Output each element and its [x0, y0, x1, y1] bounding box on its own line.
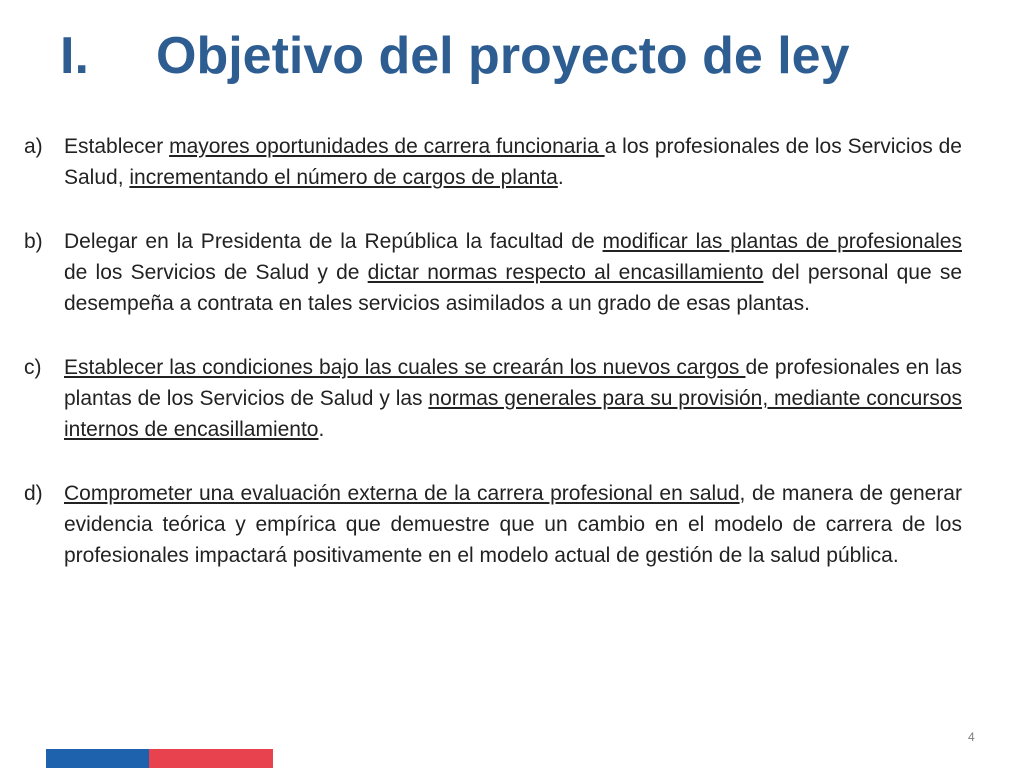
slide-title: [60, 26, 850, 86]
underlined-text: dictar normas respecto al encasillamiento: [367, 261, 764, 284]
text-run: .: [318, 418, 325, 441]
list-item-text: [64, 131, 962, 193]
underlined-text: incrementando el número de cargos de planta: [129, 166, 558, 189]
list-item-b: [24, 226, 962, 319]
text-run: de los Servicios de Salud y de: [64, 261, 368, 284]
text-run: de profesionales en las plantas de los Servicios de Salud y las: [64, 356, 962, 410]
list-marker: d): [24, 482, 43, 505]
text-run: .: [557, 166, 564, 189]
list-item-text: [64, 226, 962, 319]
list-item-d: [24, 478, 962, 571]
underlined-text: normas generales para su provisión, mediante concursos internos de encasillamiento: [64, 387, 963, 441]
footer-bar-blue: [46, 749, 149, 768]
underlined-text: mayores oportunidades de carrera funcionaria: [169, 135, 605, 158]
list-item-a: [24, 131, 962, 193]
list-marker: b): [24, 230, 43, 253]
list-item-text: [64, 352, 962, 445]
list-marker: c): [24, 356, 42, 379]
title-number: I.: [60, 27, 89, 85]
text-run: a los profesionales de los Servicios de Salud,: [64, 135, 962, 189]
list-item-text: [64, 478, 962, 571]
underlined-text: modificar las plantas de profesionales: [602, 230, 962, 253]
list-item-c: [24, 352, 962, 445]
list-marker: a): [24, 135, 43, 158]
text-run: , de manera de generar evidencia teórica y empírica que demuestre que un cambio en el modelo de carrera de los profesionales impactará positivamente en el modelo actual de gestión de la salud pública.: [64, 482, 962, 567]
objectives-list: [24, 131, 962, 604]
underlined-text: Establecer las condiciones bajo las cuales se crearán los nuevos cargos: [64, 356, 746, 379]
page-number: 4: [968, 730, 975, 744]
title-text: Objetivo del proyecto de ley: [156, 27, 850, 85]
text-run: Delegar en la Presidenta de la República la facultad de: [64, 230, 603, 253]
text-run: del personal que se desempeña a contrata en tales servicios asimilados a un grado de esas plantas.: [64, 261, 962, 315]
text-run: Establecer: [64, 135, 170, 158]
footer-bar-red: [149, 749, 273, 768]
underlined-text: Comprometer una evaluación externa de la carrera profesional en salud: [64, 482, 740, 505]
